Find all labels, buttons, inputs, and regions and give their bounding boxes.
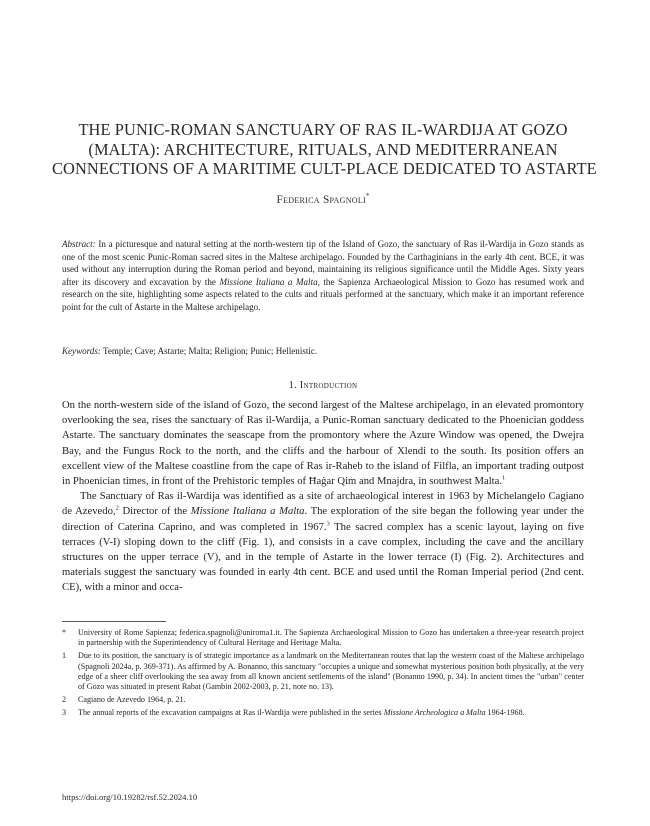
title-line-2: (MALTA): ARCHITECTURE, RITUALS, AND MEDITERRANEAN xyxy=(88,139,558,159)
footnote-text xyxy=(78,708,584,718)
footnote-3-text-b: 1964-1968. xyxy=(485,708,525,718)
keywords-label: Keywords: xyxy=(62,346,101,356)
footnote-text: Cagiano de Azevedo 1964, p. 21. xyxy=(78,695,186,705)
author-line xyxy=(62,192,584,206)
footnotes xyxy=(62,628,584,722)
abstract-label: Abstract: xyxy=(62,239,96,249)
title-line-3: CONNECTIONS OF A MARITIME CULT-PLACE DEDICATED TO ASTARTE xyxy=(52,159,597,178)
footnote-3 xyxy=(62,708,584,718)
footnote-1 xyxy=(62,651,584,692)
footnote-ref-1[interactable]: 1 xyxy=(502,474,506,482)
p1-text: On the north-western side of the island of Gozo, the second largest of the Maltese archipelago, in an elevated promontory overlooking the sea, rises the sanctuary of Ras il-Wardija, a Punic-Roman sanctuary dedicated to the Phoenician goddess Astarte. The sanctuary dominates the seascape from the promontory where the Azure Window was opened, the Dwejra Bay, and the Fungus Rock to the north, and the cliffs and the harbour of Xlendi to the south. Its position offers an excellent view of the Maltese coastline from the cape of Ras ir-Raheb to the island of Filfla, an important trading outpost in Phoenician times, in front of the Prehistoric temples of Ħaġar Qim and Mnajdra, in southwest Malta. xyxy=(62,400,584,488)
footnote-text: University of Rome Sapienza; federica.spagnoli@uniroma1.it. The Sapienza Archaeological Mission to Gozo has undertaken a three-year research project in partnership with the Superintendency of Cultural Heritage and Heritage Malta. xyxy=(78,628,584,648)
article-title xyxy=(52,120,597,179)
abstract-italic: Missione Italiana a Malta xyxy=(219,276,318,287)
paragraph-2 xyxy=(62,489,584,595)
doi-link[interactable]: https://doi.org/10.19282/rsf.52.2024.10 xyxy=(62,792,198,802)
footnote-3-italic: Missione Archeologica a Malta xyxy=(383,708,486,718)
section-heading: 1. Introduction xyxy=(288,380,358,391)
p2-italic: Missione Italiana a Malta xyxy=(190,506,305,518)
keywords-text: Temple; Cave; Astarte; Malta; Religion; Punic; Hellenistic. xyxy=(100,346,318,356)
footnote-text: Due to its position, the sanctuary is of strategic importance as a landmark on the Mediterranean routes that lap the western coast of the Maltese archipelago (Spagnoli 2024a, p. 369-371). As affirmed by A. Bonanno, this sanctuary "occupies a unique and somewhat mysterious position both physically, at the very edge of a sheer cliff overlooking the sea away from all known ancient settlements of the island" (Bonanno 1990, p. 34). In ancient times the "urban" center of Gozo was situated in present Rabat (Gambin 2002-2003, p. 21, note no. 13). xyxy=(78,651,584,692)
footnote-2 xyxy=(62,695,584,705)
footnote-mark: 1 xyxy=(62,651,67,661)
p2-text-c: . The exploration of the site began the following year under the direction of Caterina Caprino, and was completed in 1967. xyxy=(62,506,584,533)
p2-text-a: The Sanctuary of Ras il-Wardija was identified as a site of archaeological interest in 1963 by Michelangelo Cagiano de Azevedo, xyxy=(62,491,584,518)
p2-text-d: The sacred complex has a scenic layout, laying on five terraces (V-I) sloping down to the cliff (Fig. 1), and consists in a cave complex, including the cave and the ancillary structures on the upper terrace (V), and in the temple of Astarte in the lower terrace (I) (Fig. 2). Architectures and materials suggest the sanctuary was founded in early 4th cent. BCE and used until the Roman Imperial period (2nd cent. CE), with a minor and occa- xyxy=(62,521,584,594)
paragraph-1 xyxy=(62,398,584,489)
footnote-mark: 2 xyxy=(62,695,67,705)
title-line-1: THE PUNIC-ROMAN SANCTUARY OF RAS IL-WARDIJA AT GOZO xyxy=(78,120,568,139)
footnote-3-text-a: The annual reports of the excavation campaigns at Ras il-Wardija were published in the series xyxy=(78,708,384,718)
author-name: Federica Spagnoli xyxy=(276,193,367,206)
abstract-text-a: In a picturesque and natural setting at the north-western tip of the Island of Gozo, the sanctuary of Ras il-Wardija in Gozo stands as one of the most scenic Punic-Roman sacred sites in the Maltese archipelago. Founded by the Carthaginians in the early 4th cent. BCE, it was used without any interruption during the Roman period and beyond, maintaining its religious significance until the Middle Ages. Sixty years after its discovery and excavation by the xyxy=(62,239,584,287)
author-note-mark: * xyxy=(366,192,370,200)
footnote-ref-2[interactable]: 2 xyxy=(115,504,119,512)
keywords xyxy=(62,345,584,358)
abstract xyxy=(62,238,584,313)
footnote-author xyxy=(62,628,584,648)
footnote-mark: 3 xyxy=(62,708,67,718)
footnote-mark: * xyxy=(62,628,67,637)
body-text xyxy=(62,398,584,596)
p2-text-b: Director of the xyxy=(118,506,191,518)
footnote-ref-3[interactable]: 3 xyxy=(326,520,330,528)
abstract-text-b: , the Sapienza Archaeological Mission to Gozo has resumed work and research on the site, highlighting some aspects related to the cults and rituals performed at the sanctuary, which make it an important reference point for the cult of Astarte in the Maltese archipelago. xyxy=(62,276,585,312)
footnote-divider xyxy=(62,621,166,622)
